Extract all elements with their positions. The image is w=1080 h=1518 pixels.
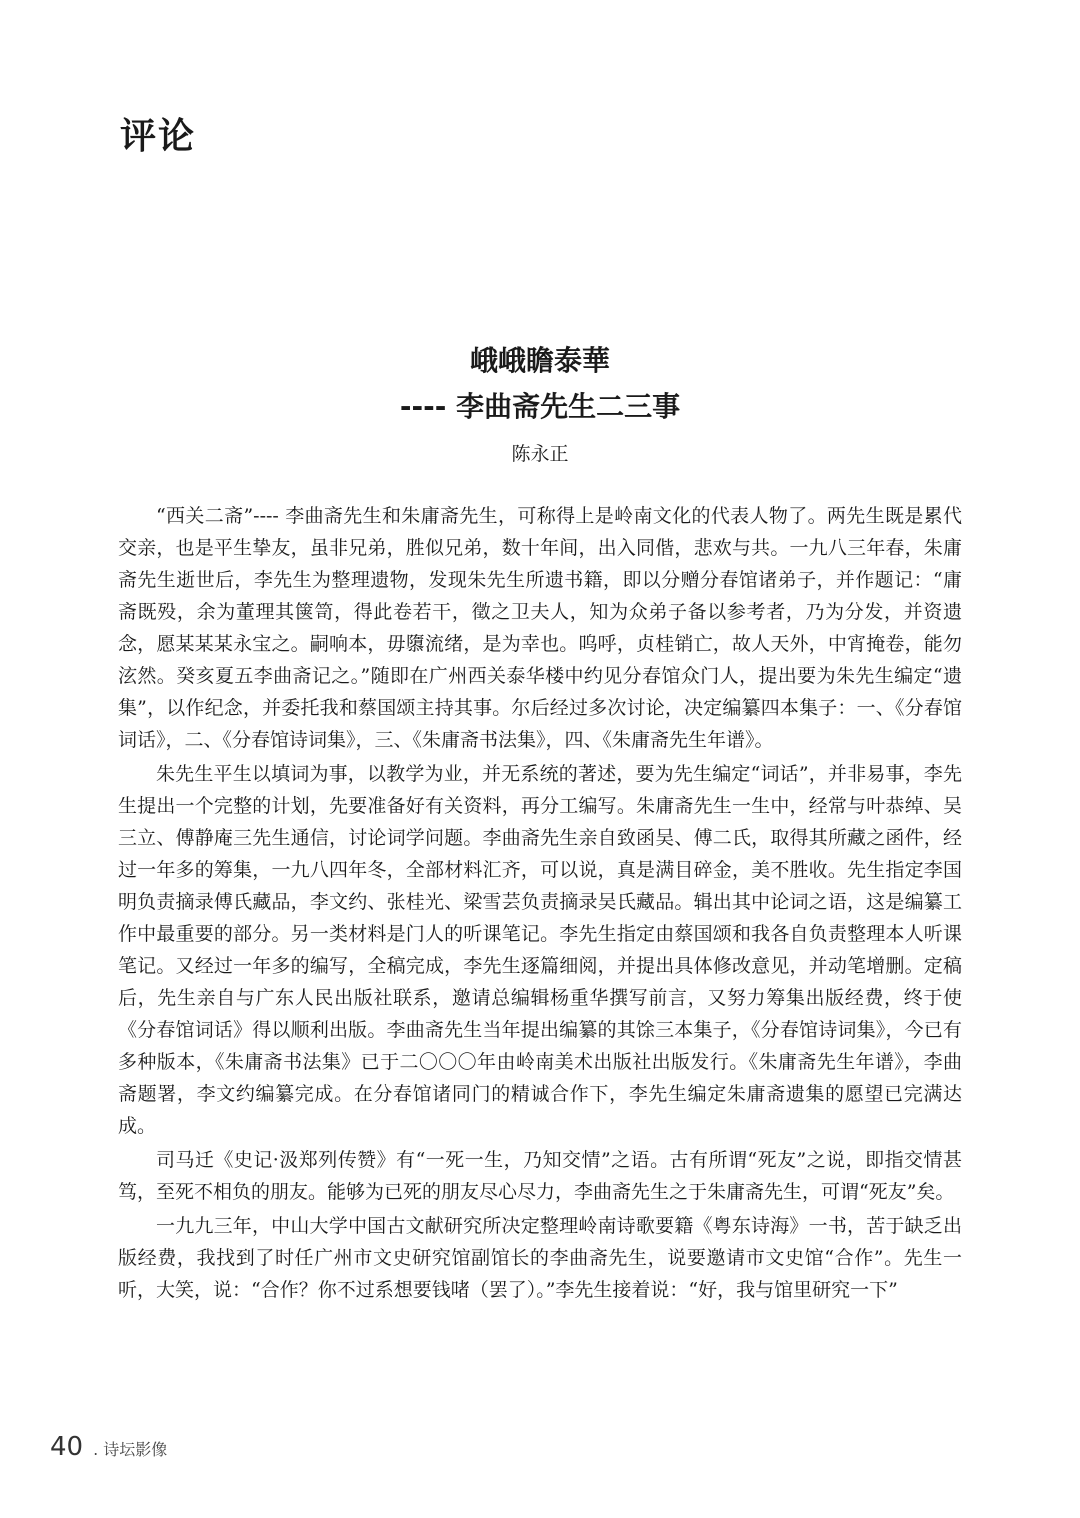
section-title: 评论 bbox=[120, 116, 197, 157]
body-paragraph: 司马迁《史记·汲郑列传赞》有“一死一生，乃知交情”之语。古有所谓“死友”之说，即指交情甚笃，至死不相负的朋友。能够为已死的朋友尽心尽力，李曲斋先生之于朱庸斋先生，可谓“死友”矣。 bbox=[118, 1149, 962, 1203]
page-number: 40 bbox=[50, 1432, 84, 1462]
page-footer bbox=[50, 1432, 167, 1462]
article-header bbox=[0, 340, 1080, 468]
article-title: 峨峨瞻泰華 bbox=[469, 344, 610, 377]
body-paragraph: 朱先生平生以填词为事，以教学为业，并无系统的著述，要为先生编定“词话”，并非易事，李先生提出一个完整的计划，先要准备好有关资料，再分工编写。朱庸斋先生一生中，经常与叶恭绰、吴三立、傅静庵三先生通信，讨论词学问题。李曲斋先生亲自致函吴、傅二氏，取得其所藏之函件，经过一年多的筹集，一九八四年冬，全部材料汇齐，可以说，真是满目碎金，美不胜收。先生指定李国明负责摘录傅氏藏品，李文约、张桂光、梁雪芸负责摘录吴氏藏品。辑出其中论词之语，这是编纂工作中最重要的部分。另一类材料是门人的听课笔记。李先生指定由蔡国颂和我各自负责整理本人听课笔记。又经过一年多的编写，全稿完成，李先生逐篇细阅，并提出具体修改意见，并动笔增删。定稿后，先生亲自与广东人民出版社联系，邀请总编辑杨重华撰写前言，又努力筹集出版经费，终于使《分春馆词话》得以顺利出版。李曲斋先生当年提出编纂的其馀三本集子，《分春馆诗词集》，今已有多种版本，《朱庸斋书法集》已于二〇〇〇年由岭南美术出版社出版发行。《朱庸斋先生年谱》，李曲斋题署，李文约编纂完成。在分春馆诸同门的精诚合作下，李先生编定朱庸斋遗集的愿望已完满达成。 bbox=[118, 763, 962, 1137]
body-paragraph: “西关二斋”---- 李曲斋先生和朱庸斋先生，可称得上是岭南文化的代表人物了。两先生既是累代交亲，也是平生挚友，虽非兄弟，胜似兄弟，数十年间，出入同偕，悲欢与共。一九八三年春，朱庸斋先生逝世后，李先生为整理遗物，发现朱先生所遗书籍，即以分赠分春馆诸弟子，并作题记：“庸斋既殁，余为董理其箧笥，得此卷若干，徵之卫夫人，知为众弟子备以参考者，乃为分发，并资遗念，愿某某某永宝之。嗣响本，毋隳流绪，是为幸也。呜呼，贞桂销亡，故人天外，中宵掩卷，能勿泫然。癸亥夏五李曲斋记之。”随即在广州西关泰华楼中约见分春馆众门人，提出要为朱先生编定“遗集”，以作纪念，并委托我和蔡国颂主持其事。尔后经过多次讨论，决定编纂四本集子：一、《分春馆词话》，二、《分春馆诗词集》，三、《朱庸斋书法集》，四、《朱庸斋先生年谱》。 bbox=[118, 505, 962, 751]
article-author: 陈永正 bbox=[511, 443, 569, 465]
article-subtitle: ---- 李曲斋先生二三事 bbox=[399, 390, 681, 423]
magazine-name: . 诗坛影像 bbox=[93, 1440, 168, 1459]
article-body bbox=[118, 500, 962, 1308]
body-paragraph: 一九九三年，中山大学中国古文献研究所决定整理岭南诗歌要籍《粤东诗海》一书，苦于缺乏出版经费，我找到了时任广州市文史研究馆副馆长的李曲斋先生，说要邀请市文史馆“合作”。先生一听，大笑，说：“合作？你不过系想要钱啫（罢了）。”李先生接着说：“好，我与馆里研究一下” bbox=[118, 1215, 962, 1301]
